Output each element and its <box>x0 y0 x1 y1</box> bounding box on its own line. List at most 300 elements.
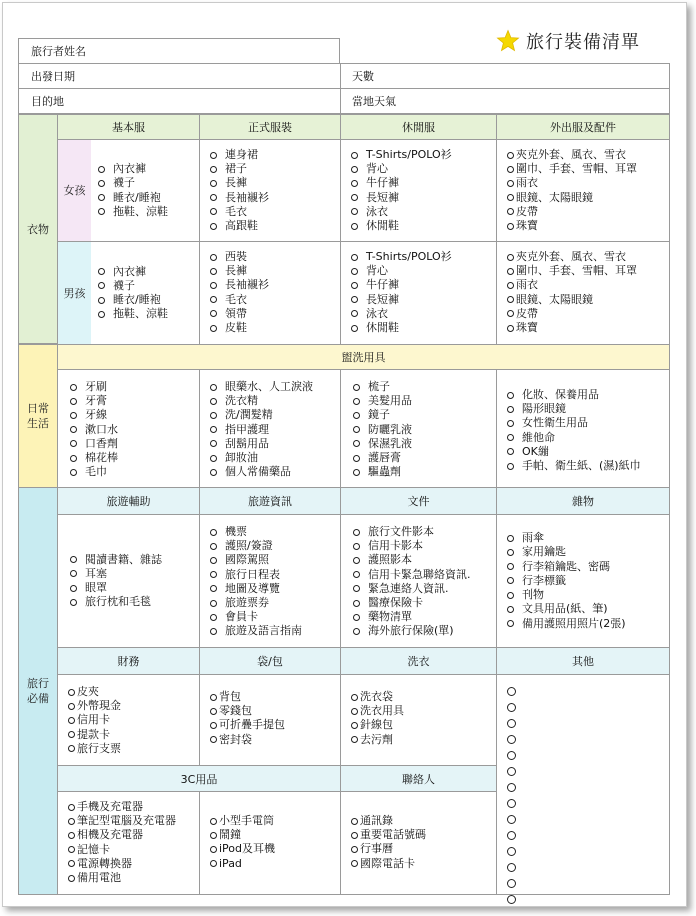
checklist-item[interactable] <box>210 624 340 638</box>
checkbox-circle-icon[interactable] <box>353 398 360 405</box>
checklist-item[interactable] <box>353 465 496 479</box>
checkbox-circle-icon[interactable] <box>507 420 514 427</box>
checklist-item[interactable] <box>210 596 340 610</box>
checkbox-circle-icon[interactable] <box>210 708 217 715</box>
checklist-item[interactable] <box>351 828 496 842</box>
checkbox-circle-icon[interactable] <box>507 208 514 215</box>
checkbox-circle-icon[interactable] <box>351 846 358 853</box>
checklist-item[interactable] <box>210 451 340 465</box>
checklist-item[interactable] <box>507 205 669 219</box>
checklist-item[interactable] <box>70 595 162 609</box>
checkbox-circle-icon[interactable] <box>70 556 77 563</box>
checklist-item[interactable] <box>210 539 340 553</box>
checkbox-circle-icon[interactable] <box>353 412 360 419</box>
checklist-item-label: 夾克外套、風衣、雪衣 <box>516 148 626 161</box>
checklist-item[interactable] <box>210 814 340 828</box>
boy-casual-cell <box>340 241 497 345</box>
checklist-item[interactable] <box>351 814 496 828</box>
checklist-item[interactable] <box>210 704 340 718</box>
checkbox-circle-icon[interactable] <box>210 614 217 621</box>
checkbox-circle-icon[interactable] <box>210 832 217 839</box>
checklist-item[interactable] <box>210 394 340 408</box>
checklist-item[interactable] <box>507 402 669 416</box>
blank-checkbox-circle-icon[interactable] <box>507 767 516 776</box>
checklist-item[interactable] <box>507 307 669 321</box>
checklist-item[interactable] <box>68 828 199 842</box>
checklist-item[interactable] <box>210 437 340 451</box>
checkbox-circle-icon[interactable] <box>210 152 217 159</box>
checklist-item-label: 國際電話卡 <box>360 856 415 870</box>
checkbox-circle-icon[interactable] <box>210 296 217 303</box>
checkbox-circle-icon[interactable] <box>353 384 360 391</box>
checklist-item[interactable] <box>210 423 340 437</box>
checklist-item[interactable] <box>351 219 496 233</box>
checkbox-circle-icon[interactable] <box>507 282 514 289</box>
checkbox-circle-icon[interactable] <box>507 606 514 613</box>
checkbox-circle-icon[interactable] <box>353 571 360 578</box>
checklist-item[interactable] <box>210 525 340 539</box>
departure-date-field[interactable] <box>18 64 341 89</box>
checklist-item[interactable] <box>507 545 626 559</box>
blank-checkbox-circle-icon[interactable] <box>507 703 516 712</box>
checkbox-circle-icon[interactable] <box>353 600 360 607</box>
checklist-item[interactable] <box>507 219 669 233</box>
checklist-item-label: 珠寶 <box>516 321 538 335</box>
checkbox-circle-icon[interactable] <box>70 455 77 462</box>
checkbox-circle-icon[interactable] <box>210 310 217 317</box>
checkbox-circle-icon[interactable] <box>68 731 75 738</box>
checklist-item[interactable] <box>351 278 496 292</box>
checkbox-circle-icon[interactable] <box>351 310 358 317</box>
checklist-item[interactable] <box>68 699 199 713</box>
checkbox-circle-icon[interactable] <box>210 722 217 729</box>
checklist-item[interactable] <box>351 690 496 704</box>
checkbox-circle-icon[interactable] <box>351 722 358 729</box>
checkbox-circle-icon[interactable] <box>507 535 514 542</box>
checkbox-circle-icon[interactable] <box>210 384 217 391</box>
checklist-item[interactable] <box>353 539 496 553</box>
checkbox-circle-icon[interactable] <box>210 180 217 187</box>
checklist-item[interactable] <box>210 148 340 162</box>
checkbox-circle-icon[interactable] <box>351 194 358 201</box>
checkbox-circle-icon[interactable] <box>70 570 77 577</box>
checklist-item[interactable] <box>98 205 168 219</box>
checkbox-circle-icon[interactable] <box>70 412 77 419</box>
checkbox-circle-icon[interactable] <box>210 282 217 289</box>
contacts-header <box>340 765 497 792</box>
checklist-item[interactable] <box>351 264 496 278</box>
checklist-item[interactable] <box>68 728 199 742</box>
checkbox-circle-icon[interactable] <box>68 875 75 882</box>
checkbox-circle-icon[interactable] <box>68 703 75 710</box>
checklist-item[interactable] <box>98 162 168 176</box>
checklist-item[interactable] <box>210 219 340 233</box>
checkbox-circle-icon[interactable] <box>351 860 358 867</box>
destination-field[interactable] <box>18 89 341 114</box>
boy-outer-cell <box>496 241 670 345</box>
checklist-item[interactable] <box>351 162 496 176</box>
checklist-item[interactable] <box>210 321 340 335</box>
checkbox-circle-icon[interactable] <box>70 469 77 476</box>
checkbox-circle-icon[interactable] <box>351 268 358 275</box>
checkbox-circle-icon[interactable] <box>351 296 358 303</box>
col-header-outer-text: 外出服及配件 <box>550 121 616 134</box>
checkbox-circle-icon[interactable] <box>210 736 217 743</box>
checklist-item[interactable] <box>68 713 199 727</box>
checkbox-circle-icon[interactable] <box>351 180 358 187</box>
checklist-item[interactable] <box>210 828 340 842</box>
checkbox-circle-icon[interactable] <box>507 392 514 399</box>
checklist-item[interactable] <box>353 451 496 465</box>
checklist-item[interactable] <box>351 205 496 219</box>
checklist-item-label: 密封袋 <box>219 732 252 746</box>
checkbox-circle-icon[interactable] <box>507 406 514 413</box>
travel-side-text: 旅行 必備 <box>27 677 49 705</box>
checkbox-circle-icon[interactable] <box>68 818 75 825</box>
checklist-item[interactable] <box>351 250 496 264</box>
checkbox-circle-icon[interactable] <box>210 325 217 332</box>
checklist-item[interactable] <box>70 394 199 408</box>
checklist-item[interactable] <box>507 617 626 631</box>
blank-checkbox-circle-icon[interactable] <box>507 783 516 792</box>
checklist-item[interactable] <box>70 380 199 394</box>
finance-cell <box>57 674 200 766</box>
checklist-item[interactable] <box>353 408 496 422</box>
checklist-item[interactable] <box>210 610 340 624</box>
checkbox-circle-icon[interactable] <box>351 736 358 743</box>
checkbox-circle-icon[interactable] <box>68 860 75 867</box>
checkbox-circle-icon[interactable] <box>210 585 217 592</box>
checklist-item[interactable] <box>507 574 626 588</box>
checkbox-circle-icon[interactable] <box>98 297 105 304</box>
checkbox-circle-icon[interactable] <box>507 152 514 159</box>
laundry-header <box>340 647 497 675</box>
laundry-cell <box>340 674 497 766</box>
checklist-item[interactable] <box>68 685 199 699</box>
checkbox-circle-icon[interactable] <box>98 282 105 289</box>
weather-field[interactable] <box>340 89 670 114</box>
checklist-item[interactable] <box>68 742 199 756</box>
checkbox-circle-icon[interactable] <box>507 592 514 599</box>
checklist-item[interactable] <box>70 581 162 595</box>
checkbox-circle-icon[interactable] <box>70 440 77 447</box>
checklist-item[interactable] <box>68 814 199 828</box>
checklist-item-label: 牙膏 <box>85 394 107 408</box>
checkbox-circle-icon[interactable] <box>353 469 360 476</box>
checkbox-circle-icon[interactable] <box>507 549 514 556</box>
checkbox-circle-icon[interactable] <box>353 455 360 462</box>
checklist-item-label: 棉花棒 <box>85 451 118 465</box>
checkbox-circle-icon[interactable] <box>210 543 217 550</box>
checklist-item[interactable] <box>353 423 496 437</box>
checkbox-circle-icon[interactable] <box>210 818 217 825</box>
checkbox-circle-icon[interactable] <box>210 426 217 433</box>
checkbox-circle-icon[interactable] <box>507 563 514 570</box>
checklist-item[interactable] <box>210 205 340 219</box>
checklist-item[interactable] <box>353 568 496 582</box>
checkbox-circle-icon[interactable] <box>210 223 217 230</box>
checklist-item-label: 保濕乳液 <box>368 436 412 450</box>
checklist-item[interactable] <box>210 264 340 278</box>
checklist-item[interactable] <box>210 176 340 190</box>
checkbox-circle-icon[interactable] <box>210 529 217 536</box>
checklist-item[interactable] <box>507 162 669 176</box>
checkbox-circle-icon[interactable] <box>70 599 77 606</box>
checklist-item[interactable] <box>353 437 496 451</box>
checkbox-circle-icon[interactable] <box>210 600 217 607</box>
checklist-item-label: 休閒鞋 <box>366 219 399 233</box>
checkbox-circle-icon[interactable] <box>351 254 358 261</box>
checkbox-circle-icon[interactable] <box>98 311 105 318</box>
checklist-item[interactable] <box>70 567 162 581</box>
checklist-item[interactable] <box>98 279 168 293</box>
checkbox-circle-icon[interactable] <box>353 440 360 447</box>
checkbox-circle-icon[interactable] <box>353 529 360 536</box>
checkbox-circle-icon[interactable] <box>351 694 358 701</box>
girl-casual-list <box>351 148 496 233</box>
checkbox-circle-icon[interactable] <box>351 223 358 230</box>
blank-checkbox-circle-icon[interactable] <box>507 719 516 728</box>
checkbox-circle-icon[interactable] <box>351 832 358 839</box>
checklist-item[interactable] <box>353 380 496 394</box>
blank-checkbox-circle-icon[interactable] <box>507 879 516 888</box>
checklist-item-label: 襪子 <box>113 278 135 292</box>
checklist-item[interactable] <box>70 451 199 465</box>
blank-checkbox-circle-icon[interactable] <box>507 831 516 840</box>
checkbox-circle-icon[interactable] <box>210 194 217 201</box>
checklist-item[interactable] <box>507 293 669 307</box>
checklist-item[interactable] <box>98 307 168 321</box>
checklist-item[interactable] <box>210 857 340 871</box>
checkbox-circle-icon[interactable] <box>507 577 514 584</box>
checkbox-circle-icon[interactable] <box>210 469 217 476</box>
checkbox-circle-icon[interactable] <box>210 166 217 173</box>
checkbox-circle-icon[interactable] <box>351 208 358 215</box>
checklist-item[interactable] <box>507 431 669 445</box>
checklist-item[interactable] <box>351 718 496 732</box>
checklist-item-label: 睡衣/睡袍 <box>113 293 161 306</box>
checklist-item[interactable] <box>210 842 340 856</box>
checklist-item[interactable] <box>353 624 496 638</box>
checklist-item[interactable] <box>351 148 496 162</box>
checklist-item-label: 牙線 <box>85 408 107 422</box>
checkbox-circle-icon[interactable] <box>351 282 358 289</box>
traveler-name-field[interactable] <box>18 38 340 64</box>
destination-label: 目的地 <box>31 95 64 108</box>
star-icon <box>496 29 520 53</box>
checklist-item[interactable] <box>507 459 669 473</box>
checklist-item[interactable] <box>353 610 496 624</box>
checklist-item[interactable] <box>210 307 340 321</box>
tech-col2-cell <box>199 791 341 895</box>
checklist-item[interactable] <box>210 380 340 394</box>
checklist-item[interactable] <box>68 857 199 871</box>
checklist-item-label: 信用卡緊急聯絡資訊. <box>368 567 471 581</box>
checkbox-circle-icon[interactable] <box>210 846 217 853</box>
checkbox-circle-icon[interactable] <box>68 846 75 853</box>
blank-checkbox-circle-icon[interactable] <box>507 847 516 856</box>
blank-checkbox-circle-icon[interactable] <box>507 751 516 760</box>
checklist-item[interactable] <box>70 437 199 451</box>
checkbox-circle-icon[interactable] <box>210 208 217 215</box>
checklist-item[interactable] <box>507 531 626 545</box>
checkbox-circle-icon[interactable] <box>351 818 358 825</box>
checklist-item[interactable] <box>351 321 496 335</box>
checkbox-circle-icon[interactable] <box>98 180 105 187</box>
checkbox-circle-icon[interactable] <box>507 223 514 230</box>
checkbox-circle-icon[interactable] <box>210 455 217 462</box>
checklist-item[interactable] <box>70 465 199 479</box>
checkbox-circle-icon[interactable] <box>507 296 514 303</box>
checklist-item[interactable] <box>210 250 340 264</box>
checkbox-circle-icon[interactable] <box>98 268 105 275</box>
checklist-item[interactable] <box>210 408 340 422</box>
blank-checkbox-circle-icon[interactable] <box>507 735 516 744</box>
travel-side-label <box>18 487 58 895</box>
checkbox-circle-icon[interactable] <box>210 571 217 578</box>
checkbox-circle-icon[interactable] <box>70 384 77 391</box>
checklist-item[interactable] <box>210 278 340 292</box>
documents-cell <box>340 514 497 648</box>
checkbox-circle-icon[interactable] <box>210 268 217 275</box>
checklist-item[interactable] <box>353 553 496 567</box>
checklist-item-label: 長袖襯衫 <box>225 190 269 204</box>
checklist-item[interactable] <box>68 843 199 857</box>
checklist-item[interactable] <box>507 588 626 602</box>
checkbox-circle-icon[interactable] <box>98 208 105 215</box>
checkbox-circle-icon[interactable] <box>210 628 217 635</box>
checklist-item[interactable] <box>98 191 168 205</box>
checklist-item[interactable] <box>210 733 340 747</box>
checkbox-circle-icon[interactable] <box>351 166 358 173</box>
checklist-item[interactable] <box>210 582 340 596</box>
checklist-item[interactable] <box>507 176 669 190</box>
checklist-item[interactable] <box>210 568 340 582</box>
checklist-item[interactable] <box>98 265 168 279</box>
checklist-item-label: 眼鏡、太陽眼鏡 <box>516 190 593 204</box>
checklist-item-label: 漱口水 <box>85 422 118 436</box>
checklist-item[interactable] <box>210 690 340 704</box>
checkbox-circle-icon[interactable] <box>98 194 105 201</box>
days-field[interactable] <box>340 63 670 89</box>
checklist-item[interactable] <box>353 596 496 610</box>
checklist-item[interactable] <box>210 465 340 479</box>
checkbox-circle-icon[interactable] <box>507 620 514 627</box>
checkbox-circle-icon[interactable] <box>507 325 514 332</box>
documents-header-text: 文件 <box>407 495 430 508</box>
checklist-item[interactable] <box>70 423 199 437</box>
checkbox-circle-icon[interactable] <box>507 463 514 470</box>
checklist-item-label: 個人常備藥品 <box>225 465 291 479</box>
checklist-item[interactable] <box>70 408 199 422</box>
checkbox-circle-icon[interactable] <box>507 166 514 173</box>
checkbox-circle-icon[interactable] <box>210 694 217 701</box>
checklist-item[interactable] <box>353 525 496 539</box>
checklist-item[interactable] <box>507 560 626 574</box>
checklist-item[interactable] <box>68 800 199 814</box>
checkbox-circle-icon[interactable] <box>68 745 75 752</box>
checklist-item[interactable] <box>210 718 340 732</box>
checklist-item[interactable] <box>98 293 168 307</box>
checklist-item[interactable] <box>507 148 669 162</box>
checklist-item[interactable] <box>507 321 669 335</box>
blank-checkbox-circle-icon[interactable] <box>507 895 516 904</box>
checkbox-circle-icon[interactable] <box>507 180 514 187</box>
blank-checkbox-circle-icon[interactable] <box>507 687 516 696</box>
checkbox-circle-icon[interactable] <box>507 254 514 261</box>
checkbox-circle-icon[interactable] <box>210 557 217 564</box>
checkbox-circle-icon[interactable] <box>353 614 360 621</box>
checkbox-circle-icon[interactable] <box>70 426 77 433</box>
blank-checkbox-circle-icon[interactable] <box>507 815 516 824</box>
checklist-item[interactable] <box>507 264 669 278</box>
checkbox-circle-icon[interactable] <box>210 412 217 419</box>
checkbox-circle-icon[interactable] <box>351 325 358 332</box>
blank-checkbox-circle-icon[interactable] <box>507 863 516 872</box>
checklist-item[interactable] <box>351 842 496 856</box>
checklist-item[interactable] <box>507 250 669 264</box>
checkbox-circle-icon[interactable] <box>68 689 75 696</box>
blank-checkbox-circle-icon[interactable] <box>507 799 516 808</box>
checklist-item[interactable] <box>210 191 340 205</box>
checkbox-circle-icon[interactable] <box>210 398 217 405</box>
checkbox-circle-icon[interactable] <box>98 166 105 173</box>
checklist-item[interactable] <box>353 394 496 408</box>
checkbox-circle-icon[interactable] <box>210 254 217 261</box>
checkbox-circle-icon[interactable] <box>507 434 514 441</box>
checklist-item[interactable] <box>351 293 496 307</box>
checkbox-circle-icon[interactable] <box>68 717 75 724</box>
checklist-item[interactable] <box>507 278 669 292</box>
checklist-item[interactable] <box>507 191 669 205</box>
checkbox-circle-icon[interactable] <box>507 448 514 455</box>
checkbox-circle-icon[interactable] <box>70 585 77 592</box>
checkbox-circle-icon[interactable] <box>353 426 360 433</box>
checkbox-circle-icon[interactable] <box>70 398 77 405</box>
checklist-item[interactable] <box>68 871 199 885</box>
checklist-item[interactable] <box>210 293 340 307</box>
checklist-item[interactable] <box>351 307 496 321</box>
checkbox-circle-icon[interactable] <box>353 628 360 635</box>
checklist-item[interactable] <box>507 416 669 430</box>
checklist-item[interactable] <box>507 602 626 616</box>
checklist-item[interactable] <box>351 704 496 718</box>
checklist-item[interactable] <box>353 582 496 596</box>
checkbox-circle-icon[interactable] <box>351 152 358 159</box>
checkbox-circle-icon[interactable] <box>507 194 514 201</box>
checklist-item[interactable] <box>210 162 340 176</box>
checklist-item[interactable] <box>98 176 168 190</box>
checkbox-circle-icon[interactable] <box>351 708 358 715</box>
checklist-item[interactable] <box>351 733 496 747</box>
checklist-item[interactable] <box>351 857 496 871</box>
checkbox-circle-icon[interactable] <box>353 543 360 550</box>
checkbox-circle-icon[interactable] <box>353 585 360 592</box>
checkbox-circle-icon[interactable] <box>507 310 514 317</box>
checkbox-circle-icon[interactable] <box>210 860 217 867</box>
checklist-item[interactable] <box>507 388 669 402</box>
checkbox-circle-icon[interactable] <box>353 557 360 564</box>
checkbox-circle-icon[interactable] <box>507 268 514 275</box>
checkbox-circle-icon[interactable] <box>210 440 217 447</box>
checklist-item[interactable] <box>70 553 162 567</box>
checklist-item[interactable] <box>351 191 496 205</box>
checklist-item[interactable] <box>507 445 669 459</box>
checklist-item[interactable] <box>210 553 340 567</box>
checkbox-circle-icon[interactable] <box>68 804 75 811</box>
checkbox-circle-icon[interactable] <box>68 832 75 839</box>
checklist-item[interactable] <box>351 176 496 190</box>
